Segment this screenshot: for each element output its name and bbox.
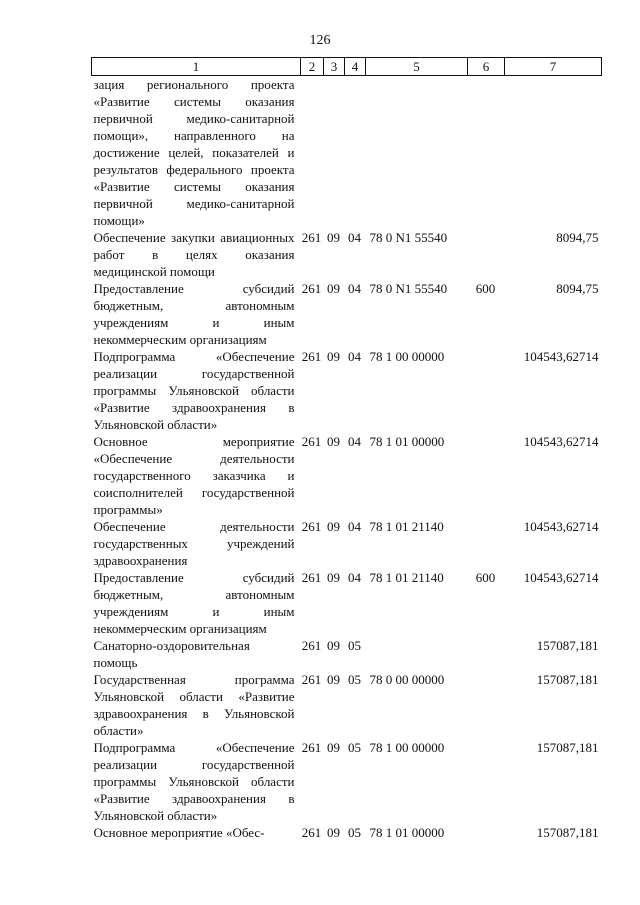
subsection-code: 04: [348, 230, 361, 245]
table-row: [92, 229, 602, 280]
budget-table: [91, 57, 602, 841]
column-header: 2: [301, 58, 324, 76]
expense-type: 600: [475, 570, 496, 585]
table-row: [92, 518, 602, 569]
section-code: 09: [327, 672, 340, 687]
column-header: 4: [345, 58, 366, 76]
row-name: Предоставление субсидий бюджетным, автономным учреждениям и иным некоммерческим организациям: [93, 570, 295, 636]
table-row: [92, 76, 602, 230]
ministry-code: 261: [301, 825, 322, 840]
subsection-code: 04: [348, 434, 361, 449]
row-name: Предоставление субсидий бюджетным, автономным учреждениям и иным некоммерческим организациям: [93, 281, 295, 347]
target-article: 78 0 N1 55540: [369, 230, 448, 245]
section-code: 09: [327, 825, 340, 840]
row-name: Санаторно-оздоровительная помощь: [93, 638, 250, 670]
amount: 104543,62714: [523, 434, 599, 449]
target-article: 78 0 00 00000: [369, 672, 445, 687]
ministry-code: 261: [301, 672, 322, 687]
target-article: [366, 637, 468, 671]
expense-type: 600: [475, 281, 496, 296]
column-header: 6: [468, 58, 505, 76]
row-name: Обеспечение деятельности государственных учреждений здравоохранения: [93, 519, 295, 568]
amount: 8094,75: [556, 281, 599, 296]
target-article: 78 0 N1 55540: [369, 281, 448, 296]
section-code: 09: [327, 281, 340, 296]
section-code: 09: [327, 570, 340, 585]
expense-type: [468, 348, 505, 433]
subsection-code: 05: [348, 740, 361, 755]
column-header: 1: [92, 58, 301, 76]
subsection-code: 04: [348, 281, 361, 296]
subsection-code: 05: [348, 672, 361, 687]
expense-type: [468, 76, 505, 230]
subsection-code: 04: [348, 349, 361, 364]
ministry-code: 261: [301, 349, 322, 364]
target-article: 78 1 00 00000: [369, 349, 445, 364]
expense-type: [468, 433, 505, 518]
table-row: [92, 280, 602, 348]
target-article: [366, 76, 468, 230]
expense-type: [468, 739, 505, 824]
table-row: [92, 637, 602, 671]
section-code: [324, 76, 345, 230]
column-header: 3: [324, 58, 345, 76]
expense-type: [468, 518, 505, 569]
expense-type: [468, 637, 505, 671]
ministry-code: 261: [301, 519, 322, 534]
row-name: зация регионального проекта «Развитие системы оказания первичной медико-санитарной помощи», направленного на достижение целей, показателей и результатов федерального проекта «Развитие системы оказания первичной медико-санитарной помощи»: [93, 77, 295, 228]
amount: 104543,62714: [523, 349, 599, 364]
amount: 157087,181: [536, 638, 599, 653]
amount: 157087,181: [536, 672, 599, 687]
subsection-code: 05: [348, 825, 361, 840]
ministry-code: [301, 76, 324, 230]
expense-type: [468, 824, 505, 841]
row-name: Обеспечение закупки авиационных работ в целях оказания медицинской помощи: [93, 230, 295, 279]
target-article: 78 1 01 21140: [369, 570, 444, 585]
row-name: Государственная программа Ульяновской области «Развитие здравоохранения в Ульяновской области»: [93, 672, 295, 738]
ministry-code: 261: [301, 281, 322, 296]
row-name: Подпрограмма «Обеспечение реализации государственной программы Ульяновской области «Развитие здравоохранения в Ульяновской области»: [93, 349, 295, 432]
table-row: [92, 348, 602, 433]
column-header: 7: [505, 58, 602, 76]
amount: [505, 76, 602, 230]
column-header: 5: [366, 58, 468, 76]
section-code: 09: [327, 230, 340, 245]
row-name: Основное мероприятие «Обес-: [93, 825, 265, 840]
row-name: Основное мероприятие «Обеспечение деятельности государственного заказчика и соисполнителей государственной программы»: [93, 434, 295, 517]
amount: 8094,75: [556, 230, 599, 245]
section-code: 09: [327, 349, 340, 364]
amount: 157087,181: [536, 825, 599, 840]
subsection-code: 04: [348, 519, 361, 534]
expense-type: [468, 229, 505, 280]
subsection-code: [345, 76, 366, 230]
ministry-code: 261: [301, 434, 322, 449]
section-code: 09: [327, 638, 340, 653]
ministry-code: 261: [301, 638, 322, 653]
target-article: 78 1 01 21140: [369, 519, 444, 534]
ministry-code: 261: [301, 230, 322, 245]
target-article: 78 1 01 00000: [369, 825, 445, 840]
row-name: Подпрограмма «Обеспечение реализации государственной программы Ульяновской области «Развитие здравоохранения в Ульяновской области»: [93, 740, 295, 823]
section-code: 09: [327, 434, 340, 449]
header-row: [92, 58, 602, 76]
table-row: [92, 569, 602, 637]
table-row: [92, 739, 602, 824]
amount: 104543,62714: [523, 570, 599, 585]
table-row: [92, 433, 602, 518]
subsection-code: 04: [348, 570, 361, 585]
ministry-code: 261: [301, 570, 322, 585]
page-number: 126: [309, 33, 331, 48]
expense-type: [468, 671, 505, 739]
ministry-code: 261: [301, 740, 322, 755]
table-row: [92, 824, 602, 841]
target-article: 78 1 01 00000: [369, 434, 445, 449]
target-article: 78 1 00 00000: [369, 740, 445, 755]
table-row: [92, 671, 602, 739]
section-code: 09: [327, 740, 340, 755]
amount: 157087,181: [536, 740, 599, 755]
amount: 104543,62714: [523, 519, 599, 534]
section-code: 09: [327, 519, 340, 534]
subsection-code: 05: [348, 638, 361, 653]
